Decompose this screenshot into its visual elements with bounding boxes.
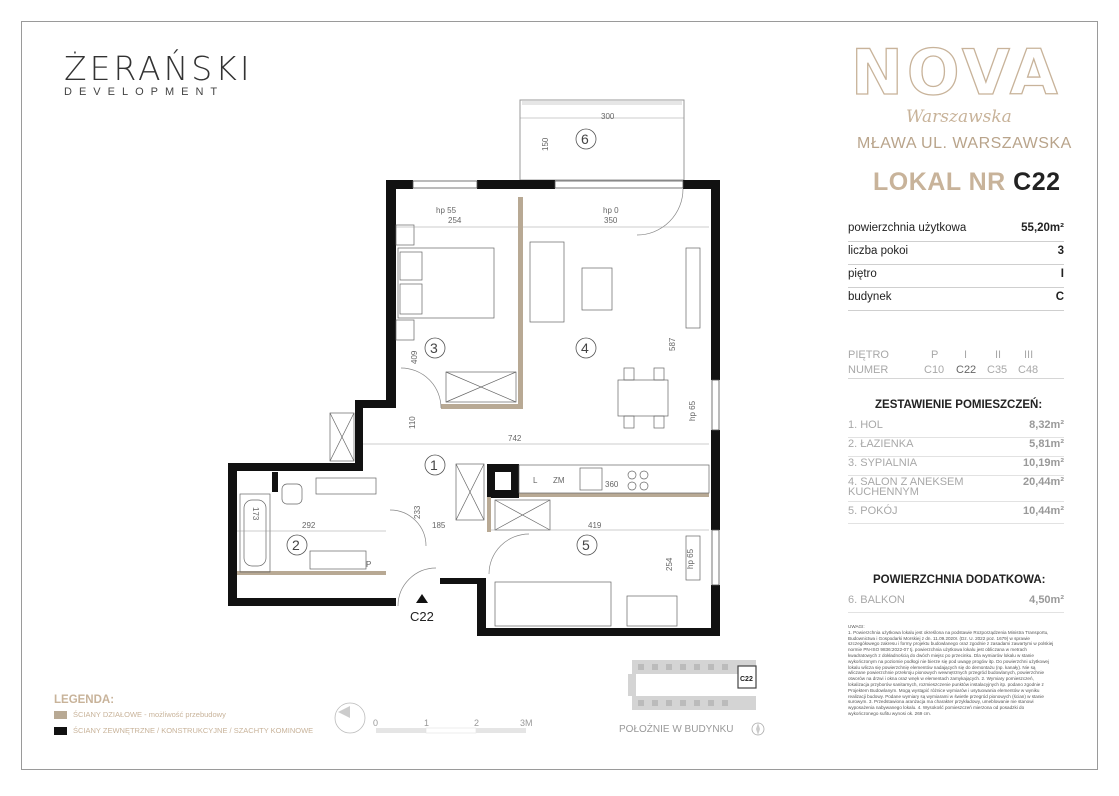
dim-label: 254	[448, 216, 462, 225]
info-row	[848, 219, 1064, 242]
scale-bar	[330, 700, 550, 740]
room-area: 8,32m²	[1029, 419, 1064, 431]
info-row	[848, 288, 1064, 311]
info-label: budynek	[848, 291, 892, 303]
info-value: 55,20m²	[1021, 222, 1064, 234]
floor-label: PIĘTRO	[848, 349, 889, 361]
scale-label: 2	[474, 718, 480, 728]
info-label: powierzchnia użytkowa	[848, 222, 967, 234]
location-label: POŁOŻNIE W BUDYNKU	[619, 724, 734, 735]
scale-label: 0	[373, 718, 379, 728]
developer-subtitle: DEVELOPMENT	[64, 86, 225, 98]
room-name: 5. POKÓJ	[848, 505, 898, 517]
room-row	[848, 505, 1064, 524]
notes	[848, 624, 1054, 717]
room-name-line2: KUCHENNYM	[848, 486, 919, 498]
info-label: piętro	[848, 268, 877, 280]
room-row	[848, 438, 1064, 457]
room-area: 10,19m²	[1023, 457, 1064, 469]
kitchen-label: L	[533, 476, 538, 485]
floor-level: P	[931, 349, 939, 361]
room-number: 5	[582, 537, 590, 553]
legend-title: LEGENDA:	[54, 694, 115, 706]
legend-swatch-structural	[54, 727, 67, 735]
room-name: 2. ŁAZIENKA	[848, 438, 914, 450]
room-name: 1. HOL	[848, 419, 883, 431]
scale-segment	[476, 728, 526, 733]
dim-label: 292	[302, 521, 316, 530]
floor-level: III	[1024, 349, 1034, 361]
windows	[413, 181, 719, 585]
extra-heading: POWIERZCHNIA DODATKOWA:	[873, 574, 1046, 586]
room-name: 6. BALKON	[848, 594, 905, 606]
partition-walls	[237, 197, 709, 575]
floor-number-current: C22	[956, 364, 977, 376]
room-row	[848, 419, 1064, 438]
dim-label: 110	[408, 416, 417, 429]
room-number: 1	[430, 457, 438, 473]
room-row	[848, 594, 1064, 613]
dim-label: 419	[588, 521, 602, 530]
dim-label: 185	[432, 521, 446, 530]
project-address: MŁAWA UL. WARSZAWSKA	[857, 135, 1072, 152]
floor-level: II	[995, 349, 1002, 361]
dim-label: 300	[601, 112, 615, 121]
scale-label: 1	[424, 718, 430, 728]
compass-needle-icon	[338, 706, 350, 718]
dim-label: hp 65	[686, 548, 695, 569]
unit-code: C22	[1013, 168, 1061, 196]
dim-label: 409	[410, 350, 419, 364]
floor-number: C35	[987, 364, 1008, 376]
dim-label: hp 65	[688, 400, 697, 421]
floor-number: C48	[1018, 364, 1039, 376]
entrance-arrow-icon	[416, 594, 428, 603]
number-label: NUMER	[848, 364, 889, 376]
room-number: 3	[430, 340, 438, 356]
divider	[848, 378, 1064, 379]
room-name: 4. SALON Z ANEKSEM	[848, 476, 964, 488]
room-area: 5,81m²	[1029, 438, 1064, 450]
compass-small-icon	[750, 721, 766, 737]
room-row	[848, 477, 1064, 502]
room-number: 6	[581, 131, 589, 147]
info-row	[848, 265, 1064, 288]
notes-title: UWAGI:	[848, 624, 865, 629]
room-number: 4	[581, 340, 589, 356]
info-value: 3	[1057, 245, 1064, 257]
info-value: C	[1055, 291, 1064, 303]
door-arcs	[390, 189, 683, 606]
room-name: 3. SYPIALNIA	[848, 457, 918, 469]
legend-label: ŚCIANY ZEWNĘTRZNE / KONSTRUKCYJNE / SZACHTY KOMINOWE	[73, 726, 314, 735]
dim-label: 587	[668, 337, 677, 351]
legend-swatch-partition	[54, 711, 67, 719]
dim-label: hp 55	[436, 206, 457, 215]
dim-label: 173	[251, 507, 260, 521]
unit-title	[873, 168, 1061, 197]
dim-label: hp 0	[603, 206, 619, 215]
floor-plan	[225, 95, 730, 640]
dim-label: 350	[604, 216, 618, 225]
room-area: 4,50m²	[1029, 594, 1064, 606]
room-area: 20,44m²	[1023, 476, 1064, 488]
dim-label: 360	[605, 480, 619, 489]
dim-label: 150	[541, 137, 550, 151]
floor-level: I	[964, 349, 968, 361]
legend-item	[54, 710, 226, 719]
building-location-map	[618, 656, 758, 720]
room-row	[848, 457, 1064, 476]
info-value: I	[1060, 268, 1064, 280]
furniture	[240, 225, 709, 626]
unit-prefix: LOKAL NR	[873, 168, 1006, 196]
project-logo: NOVA	[851, 36, 1062, 109]
project-logo-script: Warszawska	[906, 107, 1012, 127]
bath-label: P	[366, 560, 372, 569]
kitchen-label: ZM	[553, 476, 565, 485]
info-label: liczba pokoi	[848, 245, 909, 257]
entrance-label: C22	[410, 609, 434, 624]
notes-text: 1. Powierzchnia użytkowa lokalu jest określona na podstawie Rozporządzenia Ministra Transportu, Budownictwa i Gospodarki Morskiej z dn. 11.09.2020r. (Dz. U. 2022 poz. 1679) w sprawie szczegółowego zakresu i formy projektu budowlanego oraz zgodnie z zasadami zawartymi w polskiej normie PN-ISO 9836:2022-07 tj. powierzchnia użytkowa lokalu jest obliczana w metrach kwadratowych z dokładnością do dwóch miejsc po przecinku. Dla wymiarów lokalu w stanie wykończonym na poziomie podłogi nie bierze się pod uwagę progów itp. Do powierzchni użytkowej lokalu wlicza się powierzchnię elementów nadających się do demontażu (np. kanały). Nie są wliczane powierzchnie przekroju pionowych wewnętrznych przegród budowlanych, powierzchnie otworów na drzwi i okna oraz wnęk w elementach zamykających. 2. Wymiary pomieszczeń, lokalizacja przyborów sanitarnych, rozmieszczenie punktów instalacyjnych itp. podano zgodnie z Projektem Budowlanym. Mogą wystąpić różnice wymiarów i usytuowania elementów w wyniku realizacji budowy. Podane wymiary są wymiarami w świetle przegród pionowych (ścian) w stanie surowym. 3. Przedstawiona aranżacja ma charakter przykładowy, umeblowanie nie stanowi wyposażenia nabywanego lokalu. 4. Wysokość pomieszczeń mierzona od posadzki do wykończonego sufitu wynosi ok. 269 cm.	[848, 629, 1054, 716]
dim-label: 254	[665, 557, 674, 571]
scale-segment	[376, 728, 426, 733]
scale-label: 3M	[520, 718, 533, 728]
room-numbers	[287, 129, 597, 555]
info-row	[848, 242, 1064, 265]
legend-item	[54, 726, 313, 735]
room-number: 2	[292, 537, 300, 553]
scale-segment	[426, 728, 476, 733]
dim-label: 742	[508, 434, 522, 443]
room-area: 10,44m²	[1023, 505, 1064, 517]
rooms-heading: ZESTAWIENIE POMIESZCZEŃ:	[875, 399, 1043, 411]
floor-number: C10	[924, 364, 945, 376]
developer-logo: ŻERAŃSKI	[64, 49, 253, 88]
shaft-inner	[495, 472, 511, 490]
dim-label: 233	[413, 505, 422, 519]
legend-label: ŚCIANY DZIAŁOWE - możliwość przebudowy	[73, 710, 226, 719]
unit-code-map: C22	[740, 676, 753, 683]
